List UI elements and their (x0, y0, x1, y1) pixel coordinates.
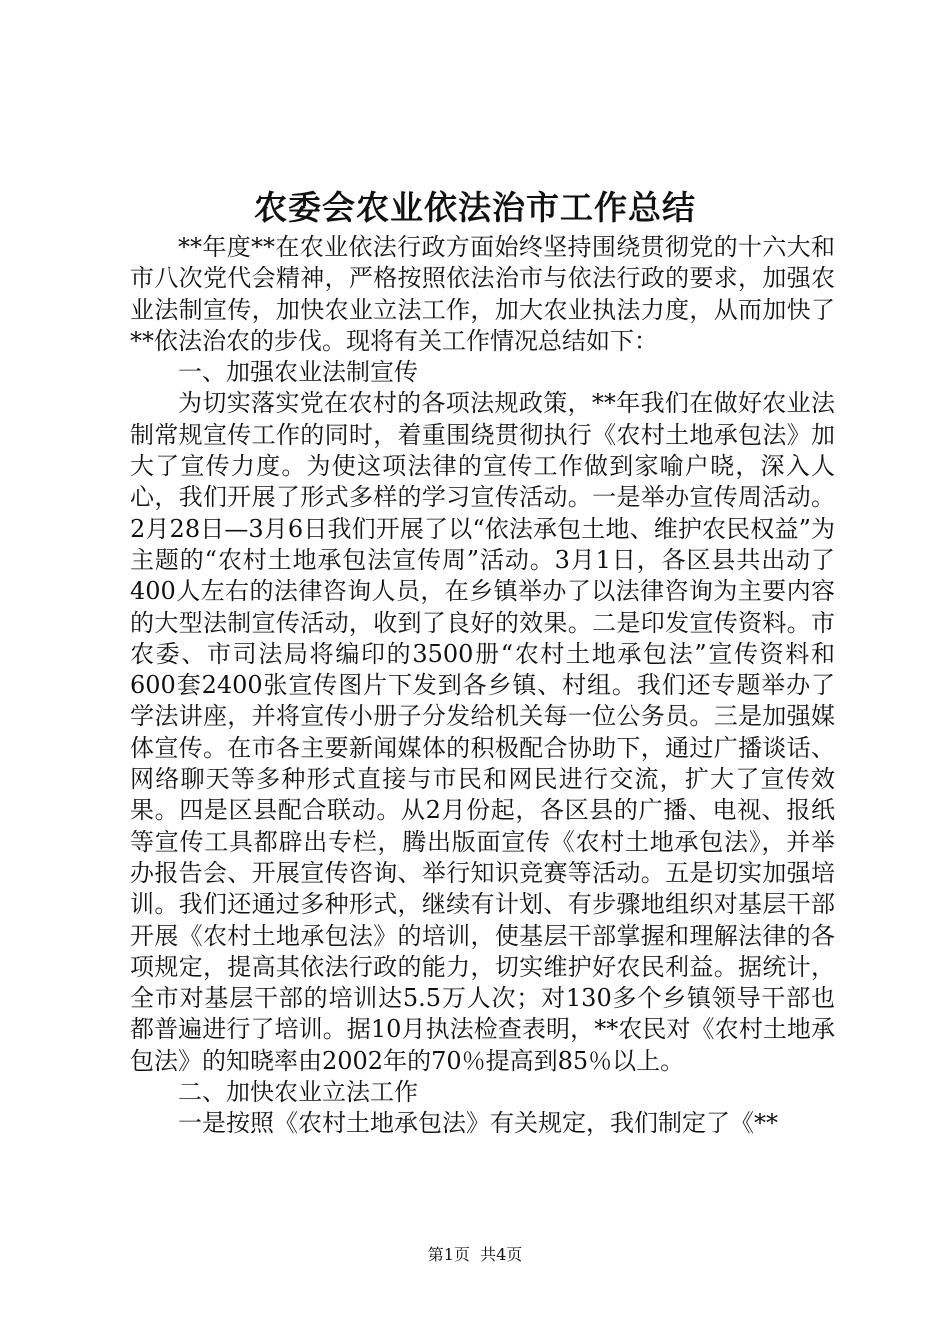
intro-paragraph: **年度**在农业依法行政方面始终坚持围绕贯彻党的十六大和市八次党代会精神，严格按照依法治市与依法行政的要求，加强农业法制宣传，加快农业立法工作，加大农业执法力度，从而加快了**依法治农的步伐。现将有关工作情况总结如下： (130, 233, 835, 355)
page-number: 第1页 (427, 1245, 470, 1264)
document-body (130, 232, 835, 1140)
document-title: 农委会农业依法治市工作总结 (254, 188, 696, 227)
section-1-paragraph: 为切实落实党在农村的各项法规政策，**年我们在做好农业法制常规宣传工作的同时，着重围绕贯彻执行《农村土地承包法》加大了宣传力度。为使这项法律的宣传工作做到家喻户晓，深入人心，我们开展了形式多样的学习宣传活动。一是举办宣传周活动。2月28日—3月6日我们开展了以“依法承包土地、维护农民权益”为主题的“农村土地承包法宣传周”活动。3月1日，各区县共出动了400人左右的法律咨询人员，在乡镇举办了以法律咨询为主要内容的大型法制宣传活动，收到了良好的效果。二是印发宣传资料。市农委、市司法局将编印的3500册“农村土地承包法”宣传资料和600套2400张宣传图片下发到各乡镇、村组。我们还专题举办了学法讲座，并将宣传小册子分发给机关每一位公务员。三是加强媒体宣传。在市各主要新闻媒体的积极配合协助下，通过广播谈话、网络聊天等多种形式直接与市民和网民进行交流，扩大了宣传效果。四是区县配合联动。从2月份起，各区县的广播、电视、报纸等宣传工具都辟出专栏，腾出版面宣传《农村土地承包法》，并举办报告会、开展宣传咨询、举行知识竞赛等活动。五是切实加强培训。我们还通过多种形式，继续有计划、有步骤地组织对基层干部开展《农村土地承包法》的培训，使基层干部掌握和理解法律的各项规定，提高其依法行政的能力，切实维护好农民利益。据统计，全市对基层干部的培训达5.5万人次；对130多个乡镇领导干部也都普遍进行了培训。据10月执法检查表明，**农民对《农村土地承包法》的知晓率由2002年的70％提高到85％以上。 (130, 389, 835, 1075)
section-1-heading: 一、加强农业法制宣传 (178, 358, 418, 387)
page-total: 共4页 (480, 1245, 523, 1264)
section-2-paragraph: 一是按照《农村土地承包法》有关规定，我们制定了《** (178, 1109, 778, 1138)
section-2-heading: 二、加快农业立法工作 (178, 1078, 418, 1107)
page-footer (0, 1245, 950, 1265)
